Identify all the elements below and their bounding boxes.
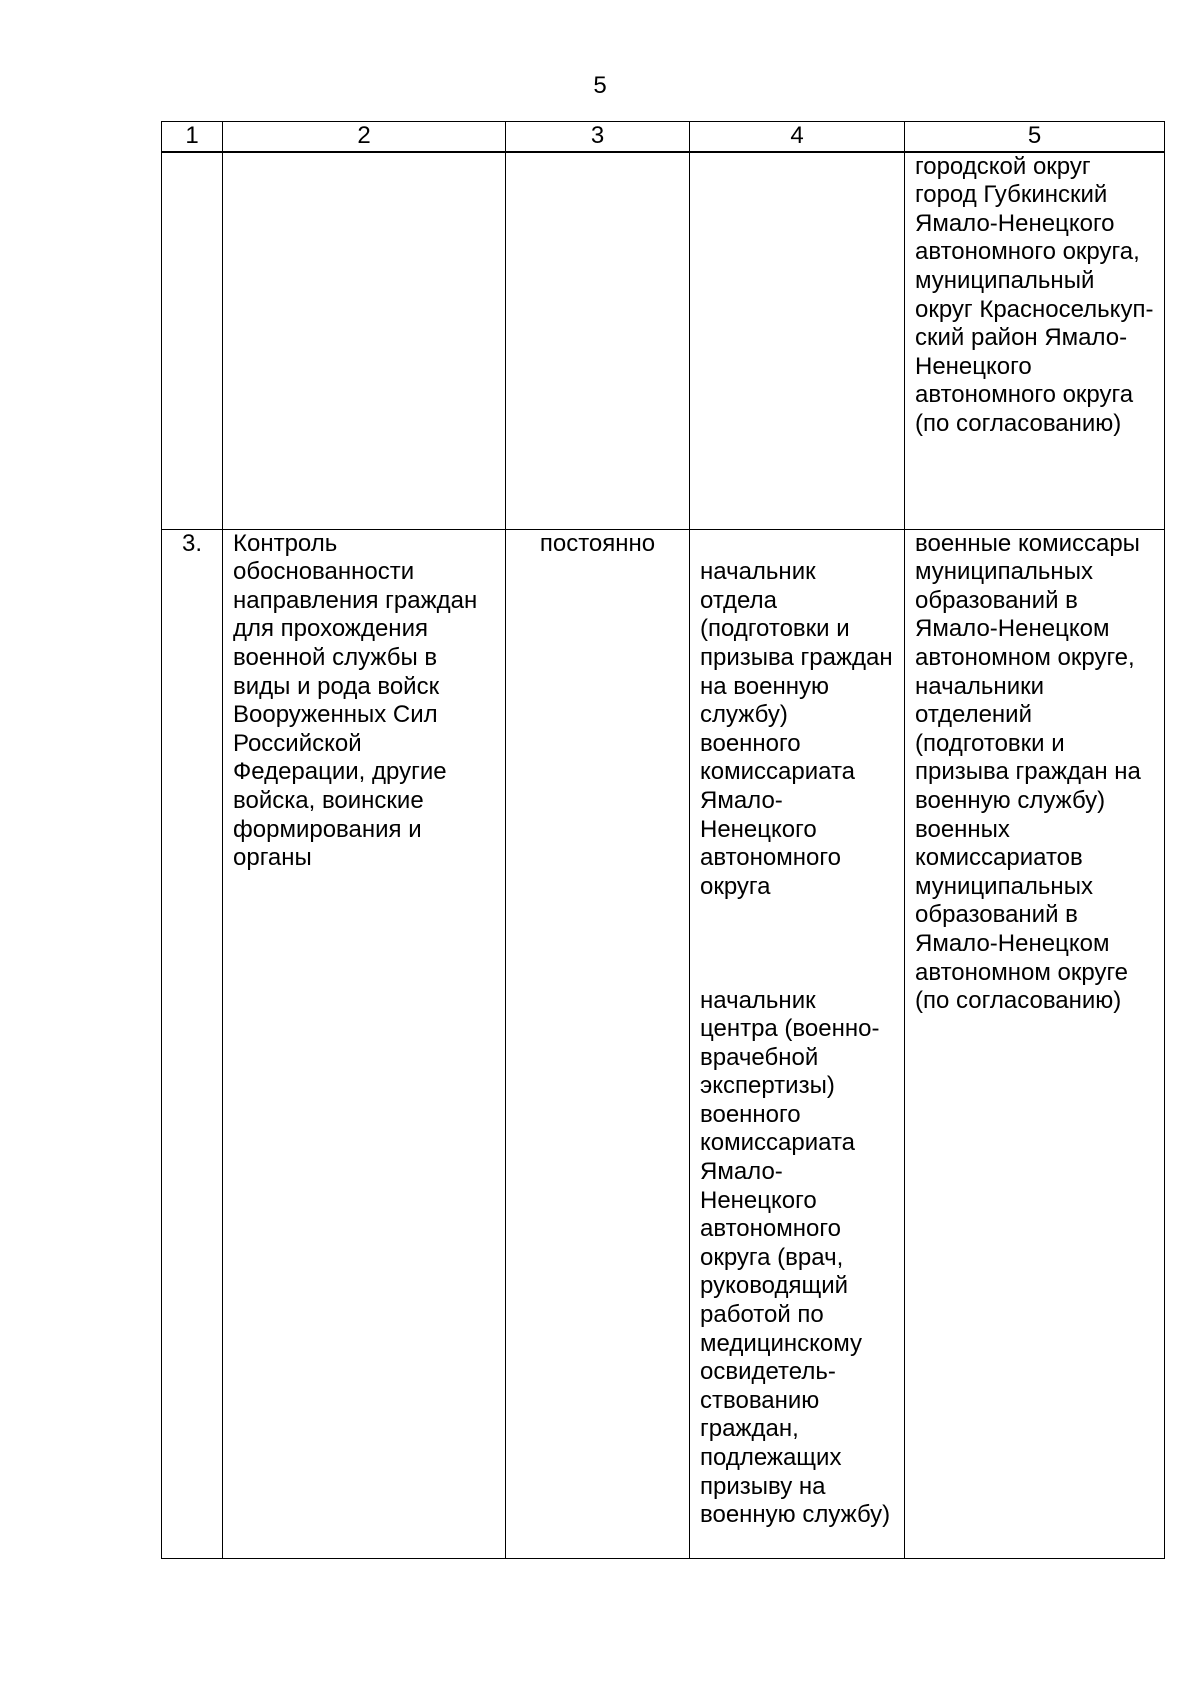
coexecutors-cell: городской округ город Губкинский Ямало-Ненецкого автономного округа, муниципальный округ Красноселькуп-ский район Ямало-Ненецкого автономного округа (по согласованию) <box>905 152 1165 530</box>
page-number: 5 <box>593 72 607 99</box>
coexecutors-cell: военные комиссары муниципальных образований в Ямало-Ненецком автономном округе, начальники отделений (подготовки и призыва граждан на военную службу) военных комиссариатов муниципальных образований в Ямало-Ненецком автономном округе (по согласованию) <box>905 529 1165 1559</box>
events-table <box>161 121 1165 1559</box>
event-cell: Контроль обоснованности направления граждан для прохождения военной службы в виды и рода войск Вооруженных Сил Российской Федерации, другие войска, воинские формирования и органы <box>223 529 506 1559</box>
period-cell: постоянно <box>506 529 690 1559</box>
column-number-2: 2 <box>223 122 506 152</box>
column-number-3: 3 <box>506 122 690 152</box>
table-row <box>162 152 1165 530</box>
column-numbers-row <box>162 122 1165 152</box>
period-cell <box>506 152 690 530</box>
responsible-cell <box>690 529 905 1559</box>
row-number <box>162 152 223 530</box>
paragraph-gap <box>700 930 894 958</box>
responsible-cell <box>690 152 905 530</box>
event-cell <box>223 152 506 530</box>
responsible-person-2: начальник центра (военно-врачебной экспертизы) военного комиссариата Ямало-Ненецкого автономного округа (врач, руководящий работой по медицинскому освидетель-ствованию граждан, подлежащих призыву на военную службу) <box>700 986 891 1529</box>
table-row <box>162 529 1165 1559</box>
row-number: 3. <box>162 529 223 1559</box>
column-number-5: 5 <box>905 122 1165 152</box>
column-number-4: 4 <box>690 122 905 152</box>
column-number-1: 1 <box>162 122 223 152</box>
responsible-person-1: начальник отдела (подготовки и призыва граждан на военную службу) военного комиссариата Ямало-Ненецкого автономного округа <box>700 558 893 900</box>
